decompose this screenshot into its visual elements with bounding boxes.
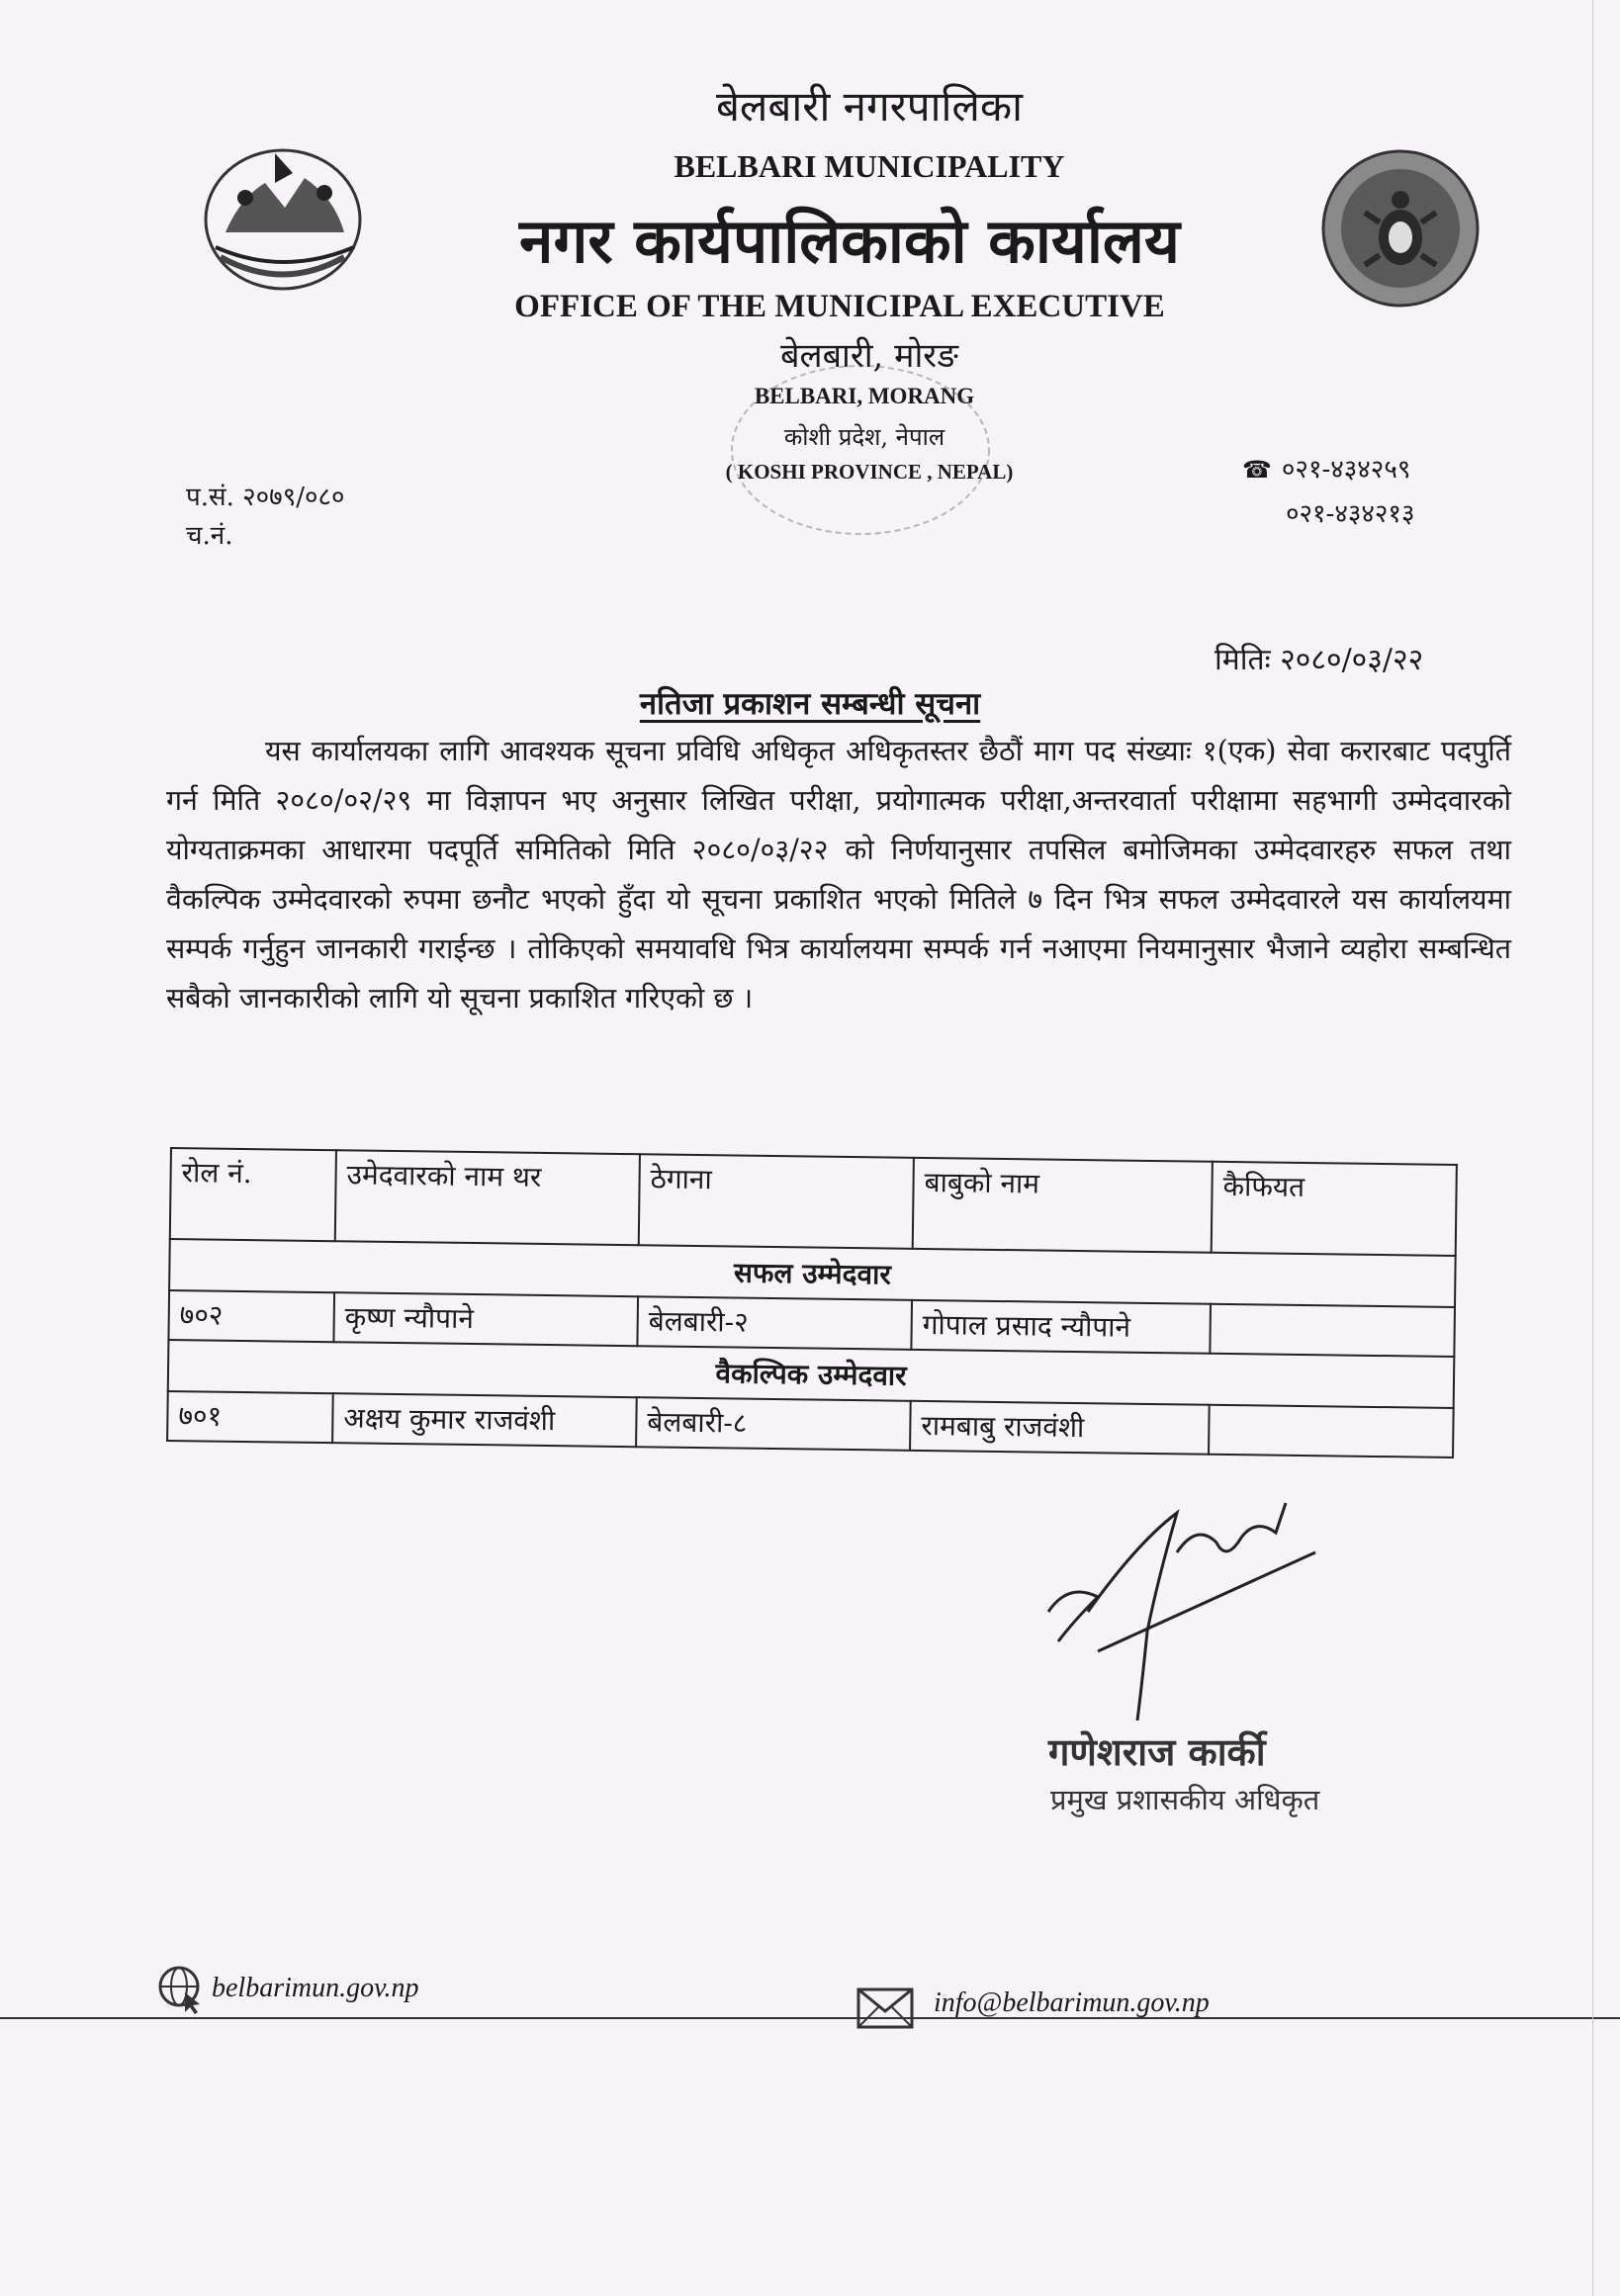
page-edge-line — [1592, 0, 1593, 2296]
notice-body: यस कार्यालयका लागि आवश्यक सूचना प्रविधि अधिकृत अधिकृतस्तर छैठौं माग पद संख्याः १(एक) सेवा करारबाट पदपुर्ति गर्न मिति २०८०/०२/२९ मा विज्ञापन भए अनुसार लिखित परीक्षा, प्रयोगात्मक परीक्षा,अन्तरवार्ता परीक्षामा सहभागी उम्मेदवारको योग्यताक्रमका आधारमा पदपूर्ति समितिको मिति २०८०/०३/२२ को निर्णयानुसार तपसिल बमोजिमका उम्मेदवारहरु सफल तथा वैकल्पिक उम्मेदवारको रुपमा छनौट भएको हुँदा यो सूचना प्रकाशित भएको मितिले ७ दिन भित्र सफल उम्मेदवारले यस कार्यालयमा सम्पर्क गर्नुहुन जानकारी गराईन्छ । तोकिएको समयावधि भित्र कार्यालयमा सम्पर्क गर्न नआएमा नियमानुसार भैजाने व्यहोरा सम्बन्धित सबैको जानकारीको लागि यो सूचना प्रकाशित गरिएको छ । — [166, 735, 1511, 1015]
handwritten-signature-icon — [1029, 1483, 1345, 1721]
cell-remarks — [1210, 1304, 1455, 1357]
cell-address: बेलबारी-८ — [636, 1397, 911, 1451]
cell-address: बेलबारी-२ — [637, 1296, 912, 1350]
reference-number: प.सं. २०७९/०८० — [186, 483, 345, 512]
header-roll-number: रोल नं. — [170, 1148, 336, 1241]
section-successful-label: सफल उम्मेदवार — [169, 1239, 1456, 1307]
website-link[interactable]: belbarimun.gov.np — [212, 1973, 419, 2003]
cell-roll-number: ७०१ — [167, 1391, 333, 1443]
globe-cursor-icon — [155, 1963, 207, 2014]
email-link[interactable]: info@belbarimun.gov.np — [934, 1987, 1210, 2018]
notice-title-text: नतिजा प्रकाशन सम्बन्धी सूचना — [639, 686, 981, 722]
province-english: ( KOSHI PROVINCE , NEPAL) — [725, 460, 1014, 484]
municipality-name-nepali: बेलबारी नगरपालिका — [715, 82, 1024, 131]
header-address: ठेगाना — [639, 1154, 914, 1249]
province-nepali: कोशी प्रदेश, नेपाल — [783, 423, 945, 451]
phone-number-1: ०२१-४३४२५९ — [1281, 455, 1411, 485]
footer-divider — [0, 2017, 1620, 2019]
phone-icon: ☎ — [1242, 456, 1272, 484]
table-header-row — [170, 1148, 1457, 1256]
office-stamp-icon — [712, 351, 1009, 549]
dispatch-number: च.नं. — [186, 521, 233, 551]
cell-candidate-name: अक्षय कुमार राजवंशी — [332, 1393, 637, 1447]
envelope-icon — [856, 1987, 914, 2029]
header-father-name: बाबुको नाम — [913, 1158, 1213, 1253]
address-english: BELBARI, MORANG — [754, 384, 975, 408]
cell-candidate-name: कृष्ण न्यौपाने — [333, 1292, 638, 1346]
section-alternate-label: वैकल्पिक उम्मेदवार — [168, 1340, 1455, 1408]
signatory-name: गणेशराज कार्की — [1048, 1730, 1266, 1774]
cell-father-name: गोपाल प्रसाद न्यौपाने — [911, 1300, 1211, 1354]
results-table — [166, 1147, 1458, 1458]
cell-father-name: रामबाबु राजवंशी — [910, 1401, 1210, 1455]
notice-date: मितिः २०८०/०३/२२ — [1215, 643, 1424, 677]
office-name-nepali: नगर कार्यपालिकाको कार्यालय — [519, 205, 1180, 277]
header-remarks: कैफियत — [1212, 1162, 1457, 1256]
notice-title — [0, 682, 1620, 724]
phone-line-1 — [1242, 450, 1410, 486]
cell-roll-number: ७०२ — [168, 1290, 334, 1342]
address-nepali: बेलबारी, मोरङ — [780, 336, 958, 376]
office-name-english: OFFICE OF THE MUNICIPAL EXECUTIVE — [514, 289, 1165, 324]
municipality-name-english: BELBARI MUNICIPALITY — [674, 148, 1065, 184]
header-candidate-name: उमेदवारको नाम थर — [335, 1150, 640, 1245]
phone-number-2: ०२१-४३४२१३ — [1286, 499, 1415, 529]
cell-remarks — [1209, 1405, 1454, 1457]
signatory-title: प्रमुख प्रशासकीय अधिकृत — [1050, 1783, 1320, 1816]
